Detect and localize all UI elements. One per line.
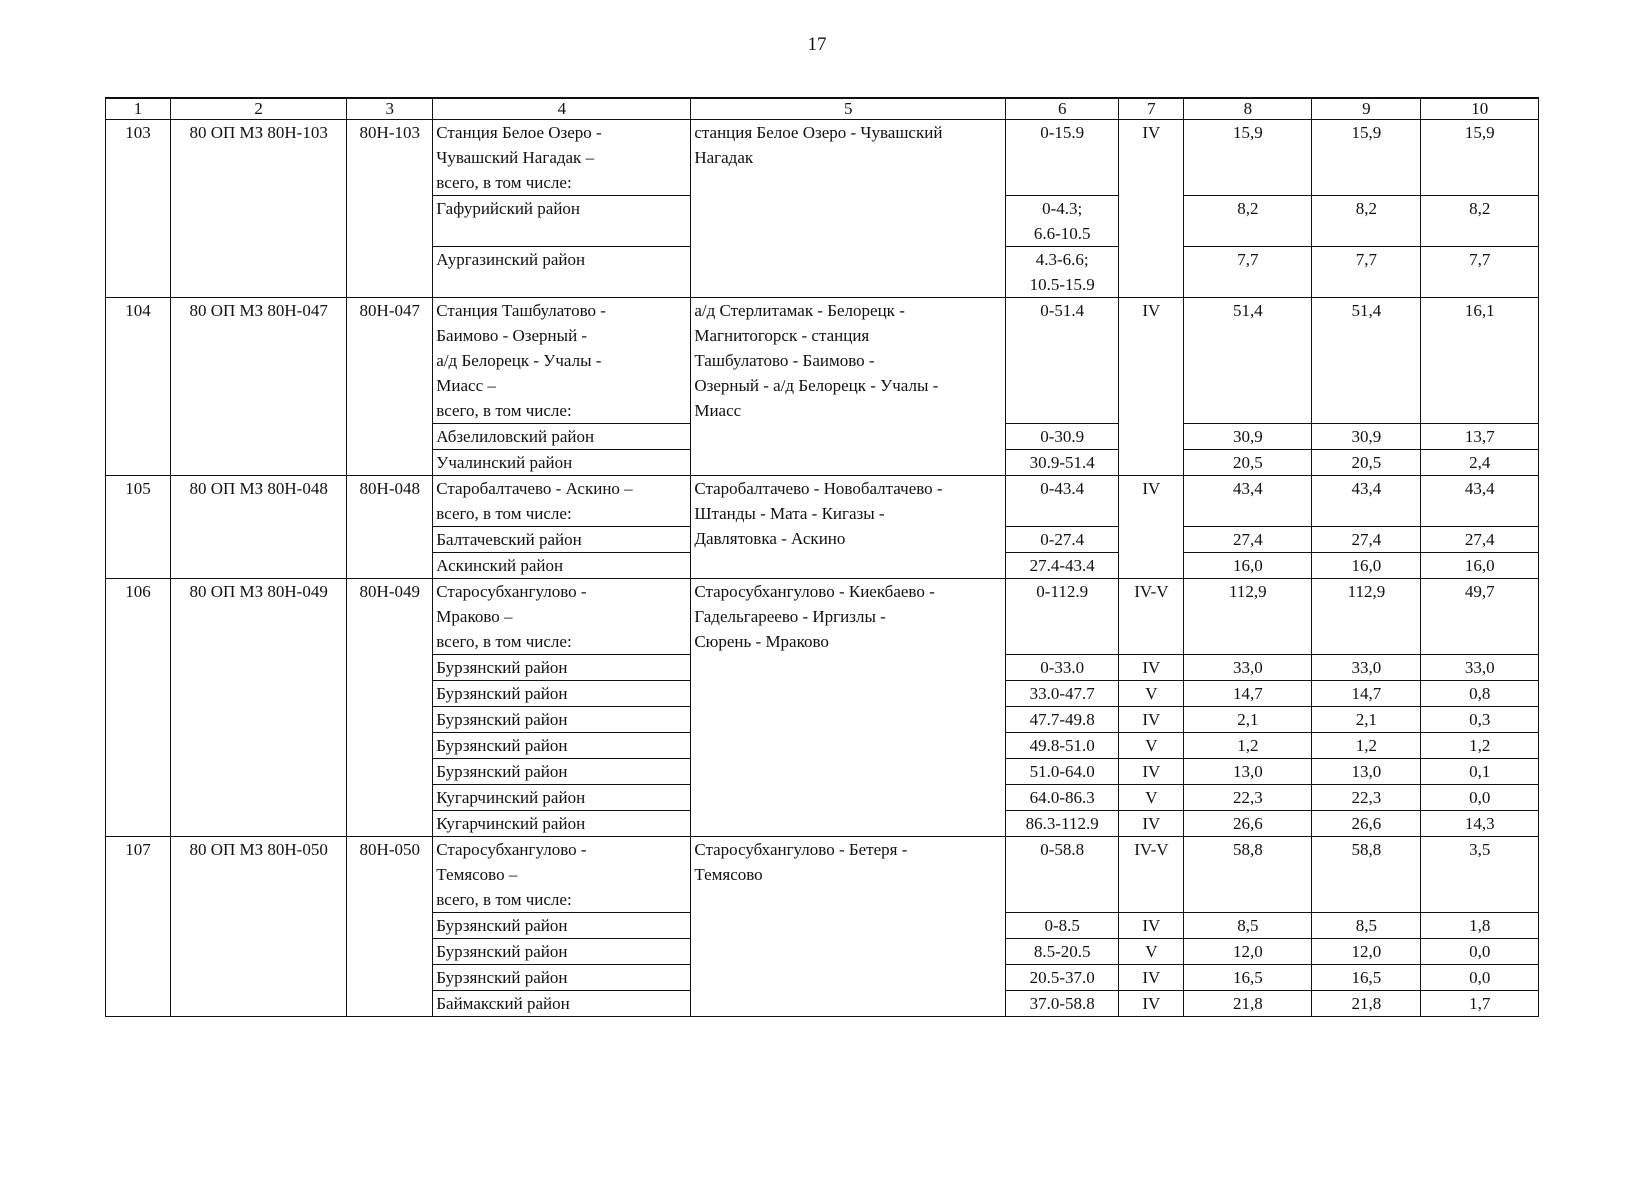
district-km-range: [1006, 707, 1119, 733]
km-range-line: 47.7-49.8: [1029, 710, 1095, 729]
district-category: IV: [1119, 707, 1184, 733]
km-range-line: 0-8.5: [1044, 916, 1080, 935]
road-length-col9: 112,9: [1312, 579, 1421, 655]
district-length-col10: 27,4: [1421, 527, 1539, 553]
district-length-col9: 7,7: [1312, 247, 1421, 298]
district-length-col9: 1,2: [1312, 733, 1421, 759]
road-length-col10: 49,7: [1421, 579, 1539, 655]
road-name: [433, 120, 691, 196]
district-length-col8: 14,7: [1184, 681, 1312, 707]
district-name: Кугарчинский район: [433, 811, 691, 837]
district-length-col10: 16,0: [1421, 553, 1539, 579]
district-length-col9: 21,8: [1312, 991, 1421, 1017]
road-length-total: 51,4: [1184, 298, 1312, 424]
road-length-col9: 15,9: [1312, 120, 1421, 196]
road-route-line: Миасс: [694, 401, 742, 420]
road-id: 80 ОП МЗ 80Н-050: [171, 837, 347, 1017]
km-range-line: 8.5-20.5: [1033, 942, 1091, 961]
district-length-col8: 21,8: [1184, 991, 1312, 1017]
road-row: [106, 120, 1539, 196]
district-km-range: [1006, 733, 1119, 759]
district-name: Бурзянский район: [433, 681, 691, 707]
road-code: 80Н-050: [347, 837, 433, 1017]
road-name-line: а/д Белорецк - Учалы -: [436, 351, 602, 370]
column-header: 5: [691, 98, 1006, 120]
district-length-col9: 16,5: [1312, 965, 1421, 991]
road-name-line: всего, в том числе:: [436, 890, 572, 909]
district-name: Бурзянский район: [433, 913, 691, 939]
road-route-line: Сюрень - Мраково: [694, 632, 829, 651]
district-km-range: [1006, 196, 1119, 247]
km-range-line: 30.9-51.4: [1029, 453, 1095, 472]
district-length-col9: 13,0: [1312, 759, 1421, 785]
km-range-line: 6.6-10.5: [1033, 224, 1091, 243]
road-route-line: Магнитогорск - станция: [694, 326, 870, 345]
road-code: 80Н-048: [347, 476, 433, 579]
road-route: [691, 120, 1006, 298]
road-length-total: 112,9: [1184, 579, 1312, 655]
road-number: 103: [106, 120, 171, 298]
column-header: 10: [1421, 98, 1539, 120]
district-km-range: [1006, 785, 1119, 811]
road-name: [433, 837, 691, 913]
district-category: IV: [1119, 965, 1184, 991]
road-name-line: Чувашский Нагадак –: [436, 148, 595, 167]
district-length-col10: 0,0: [1421, 785, 1539, 811]
road-category: IV: [1119, 120, 1184, 298]
district-km-range: [1006, 553, 1119, 579]
district-name: Бурзянский район: [433, 707, 691, 733]
road-number: 106: [106, 579, 171, 837]
district-length-col10: 7,7: [1421, 247, 1539, 298]
road-name-line: всего, в том числе:: [436, 401, 572, 420]
district-length-col8: 7,7: [1184, 247, 1312, 298]
district-length-col8: 30,9: [1184, 424, 1312, 450]
road-length-col9: 58,8: [1312, 837, 1421, 913]
district-length-col10: 8,2: [1421, 196, 1539, 247]
district-length-col9: 8,2: [1312, 196, 1421, 247]
road-route-line: Штанды - Мата - Кигазы -: [694, 504, 885, 523]
district-km-range: [1006, 913, 1119, 939]
road-row: [106, 476, 1539, 527]
road-route: [691, 837, 1006, 1017]
road-name-line: всего, в том числе:: [436, 632, 572, 651]
road-row: [106, 298, 1539, 424]
district-length-col9: 22,3: [1312, 785, 1421, 811]
road-route: [691, 476, 1006, 579]
km-range-line: 0-112.9: [1036, 582, 1089, 601]
district-length-col8: 8,2: [1184, 196, 1312, 247]
column-header: 6: [1006, 98, 1119, 120]
road-km-range: [1006, 837, 1119, 913]
district-length-col9: 30,9: [1312, 424, 1421, 450]
road-name-line: Баимово - Озерный -: [436, 326, 588, 345]
road-row: [106, 579, 1539, 655]
district-length-col10: 14,3: [1421, 811, 1539, 837]
km-range-line: 27.4-43.4: [1029, 556, 1095, 575]
road-id: 80 ОП МЗ 80Н-048: [171, 476, 347, 579]
road-name-line: Миасс –: [436, 376, 496, 395]
column-header: 8: [1184, 98, 1312, 120]
district-name: Абзелиловский район: [433, 424, 691, 450]
road-route-line: Темясово: [694, 865, 763, 884]
road-category: IV: [1119, 476, 1184, 579]
road-length-col10: 16,1: [1421, 298, 1539, 424]
km-range-line: 20.5-37.0: [1029, 968, 1095, 987]
km-range-line: 64.0-86.3: [1029, 788, 1095, 807]
km-range-line: 51.0-64.0: [1029, 762, 1095, 781]
km-range-line: 0-27.4: [1040, 530, 1085, 549]
column-header: 4: [433, 98, 691, 120]
district-category: IV: [1119, 811, 1184, 837]
road-number: 105: [106, 476, 171, 579]
km-range-line: 86.3-112.9: [1025, 814, 1099, 833]
column-header: 9: [1312, 98, 1421, 120]
district-length-col10: 0,1: [1421, 759, 1539, 785]
column-header: 1: [106, 98, 171, 120]
district-length-col8: 12,0: [1184, 939, 1312, 965]
district-category: IV: [1119, 991, 1184, 1017]
district-length-col9: 2,1: [1312, 707, 1421, 733]
district-km-range: [1006, 991, 1119, 1017]
district-name: Аскинский район: [433, 553, 691, 579]
km-range-line: 10.5-15.9: [1029, 275, 1095, 294]
district-length-col10: 0,0: [1421, 939, 1539, 965]
district-length-col8: 13,0: [1184, 759, 1312, 785]
district-length-col9: 33,0: [1312, 655, 1421, 681]
road-number: 107: [106, 837, 171, 1017]
district-length-col8: 1,2: [1184, 733, 1312, 759]
road-name: [433, 476, 691, 527]
district-length-col8: 16,5: [1184, 965, 1312, 991]
district-name: Бурзянский район: [433, 965, 691, 991]
road-km-range: [1006, 476, 1119, 527]
district-name: Бурзянский район: [433, 655, 691, 681]
road-name-line: всего, в том числе:: [436, 173, 572, 192]
road-category: IV-V: [1119, 579, 1184, 655]
district-name: Бурзянский район: [433, 939, 691, 965]
road-name-line: Мраково –: [436, 607, 513, 626]
road-row: [106, 837, 1539, 913]
district-length-col8: 16,0: [1184, 553, 1312, 579]
road-km-range: [1006, 579, 1119, 655]
district-length-col9: 12,0: [1312, 939, 1421, 965]
road-code: 80Н-103: [347, 120, 433, 298]
district-length-col8: 8,5: [1184, 913, 1312, 939]
road-route-line: Озерный - а/д Белорецк - Учалы -: [694, 376, 939, 395]
district-length-col10: 0,3: [1421, 707, 1539, 733]
km-range-line: 37.0-58.8: [1029, 994, 1095, 1013]
road-length-total: 15,9: [1184, 120, 1312, 196]
district-km-range: [1006, 939, 1119, 965]
district-name: Учалинский район: [433, 450, 691, 476]
district-length-col10: 2,4: [1421, 450, 1539, 476]
district-name: Балтачевский район: [433, 527, 691, 553]
km-range-line: 4.3-6.6;: [1035, 250, 1089, 269]
district-length-col8: 2,1: [1184, 707, 1312, 733]
district-category: V: [1119, 681, 1184, 707]
road-code: 80Н-049: [347, 579, 433, 837]
km-range-line: 33.0-47.7: [1029, 684, 1095, 703]
road-length-col9: 43,4: [1312, 476, 1421, 527]
road-id: 80 ОП МЗ 80Н-049: [171, 579, 347, 837]
district-category: IV: [1119, 913, 1184, 939]
road-id: 80 ОП МЗ 80Н-103: [171, 120, 347, 298]
district-length-col10: 33,0: [1421, 655, 1539, 681]
km-range-line: 0-33.0: [1040, 658, 1085, 677]
district-length-col10: 13,7: [1421, 424, 1539, 450]
district-length-col9: 20,5: [1312, 450, 1421, 476]
road-length-col10: 15,9: [1421, 120, 1539, 196]
district-km-range: [1006, 759, 1119, 785]
road-length-col9: 51,4: [1312, 298, 1421, 424]
road-name-line: Темясово –: [436, 865, 518, 884]
road-route-line: а/д Стерлитамак - Белорецк -: [694, 301, 905, 320]
km-range-line: 49.8-51.0: [1029, 736, 1095, 755]
district-length-col8: 22,3: [1184, 785, 1312, 811]
column-number-row: [106, 98, 1539, 120]
road-km-range: [1006, 120, 1119, 196]
district-length-col8: 33,0: [1184, 655, 1312, 681]
district-length-col9: 16,0: [1312, 553, 1421, 579]
road-route-line: Нагадак: [694, 148, 754, 167]
district-name: Аургазинский район: [433, 247, 691, 298]
district-name: Баймакский район: [433, 991, 691, 1017]
column-header: 7: [1119, 98, 1184, 120]
road-number: 104: [106, 298, 171, 476]
district-length-col10: 1,7: [1421, 991, 1539, 1017]
district-category: IV: [1119, 655, 1184, 681]
road-length-total: 43,4: [1184, 476, 1312, 527]
road-name-line: всего, в том числе:: [436, 504, 572, 523]
road-name: [433, 298, 691, 424]
km-range-line: 0-43.4: [1040, 479, 1085, 498]
road-category: IV-V: [1119, 837, 1184, 913]
road-route: [691, 298, 1006, 476]
district-name: Гафурийский район: [433, 196, 691, 247]
road-route-line: Старосубхангулово - Киекбаево -: [694, 582, 935, 601]
km-range-line: 0-15.9: [1040, 123, 1085, 142]
district-length-col8: 26,6: [1184, 811, 1312, 837]
road-name-line: Станция Белое Озеро -: [436, 123, 602, 142]
district-length-col8: 20,5: [1184, 450, 1312, 476]
road-route-line: Старосубхангулово - Бетеря -: [694, 840, 908, 859]
road-length-total: 58,8: [1184, 837, 1312, 913]
road-name-line: Старосубхангулово -: [436, 582, 587, 601]
road-route: [691, 579, 1006, 837]
road-name-line: Станция Ташбулатово -: [436, 301, 606, 320]
page-number: 17: [807, 34, 827, 55]
road-length-col10: 3,5: [1421, 837, 1539, 913]
district-name: Кугарчинский район: [433, 785, 691, 811]
column-header: 3: [347, 98, 433, 120]
road-category: IV: [1119, 298, 1184, 476]
district-km-range: [1006, 681, 1119, 707]
table-body: [106, 98, 1539, 1017]
district-name: Бурзянский район: [433, 759, 691, 785]
district-km-range: [1006, 811, 1119, 837]
district-length-col10: 0,0: [1421, 965, 1539, 991]
road-route-line: Давлятовка - Аскино: [694, 529, 846, 548]
district-length-col9: 26,6: [1312, 811, 1421, 837]
road-length-col10: 43,4: [1421, 476, 1539, 527]
district-length-col9: 27,4: [1312, 527, 1421, 553]
district-length-col10: 1,2: [1421, 733, 1539, 759]
road-route-line: Гадельгареево - Иргизлы -: [694, 607, 886, 626]
km-range-line: 0-4.3;: [1042, 199, 1083, 218]
district-length-col8: 27,4: [1184, 527, 1312, 553]
road-route-line: Ташбулатово - Баимово -: [694, 351, 875, 370]
road-name: [433, 579, 691, 655]
road-km-range: [1006, 298, 1119, 424]
district-length-col9: 14,7: [1312, 681, 1421, 707]
district-category: V: [1119, 785, 1184, 811]
district-km-range: [1006, 424, 1119, 450]
district-km-range: [1006, 450, 1119, 476]
district-km-range: [1006, 527, 1119, 553]
district-length-col10: 0,8: [1421, 681, 1539, 707]
road-name-line: Старосубхангулово -: [436, 840, 587, 859]
district-length-col9: 8,5: [1312, 913, 1421, 939]
district-category: IV: [1119, 759, 1184, 785]
km-range-line: 0-30.9: [1040, 427, 1085, 446]
district-category: V: [1119, 733, 1184, 759]
column-header: 2: [171, 98, 347, 120]
district-name: Бурзянский район: [433, 733, 691, 759]
district-km-range: [1006, 655, 1119, 681]
district-category: V: [1119, 939, 1184, 965]
road-name-line: Старобалтачево - Аскино –: [436, 479, 633, 498]
road-route-line: станция Белое Озеро - Чувашский: [694, 123, 943, 142]
road-code: 80Н-047: [347, 298, 433, 476]
km-range-line: 0-51.4: [1040, 301, 1085, 320]
road-route-line: Старобалтачево - Новобалтачево -: [694, 479, 943, 498]
road-id: 80 ОП МЗ 80Н-047: [171, 298, 347, 476]
roads-table: [105, 97, 1539, 1017]
district-km-range: [1006, 247, 1119, 298]
district-km-range: [1006, 965, 1119, 991]
km-range-line: 0-58.8: [1040, 840, 1085, 859]
district-length-col10: 1,8: [1421, 913, 1539, 939]
